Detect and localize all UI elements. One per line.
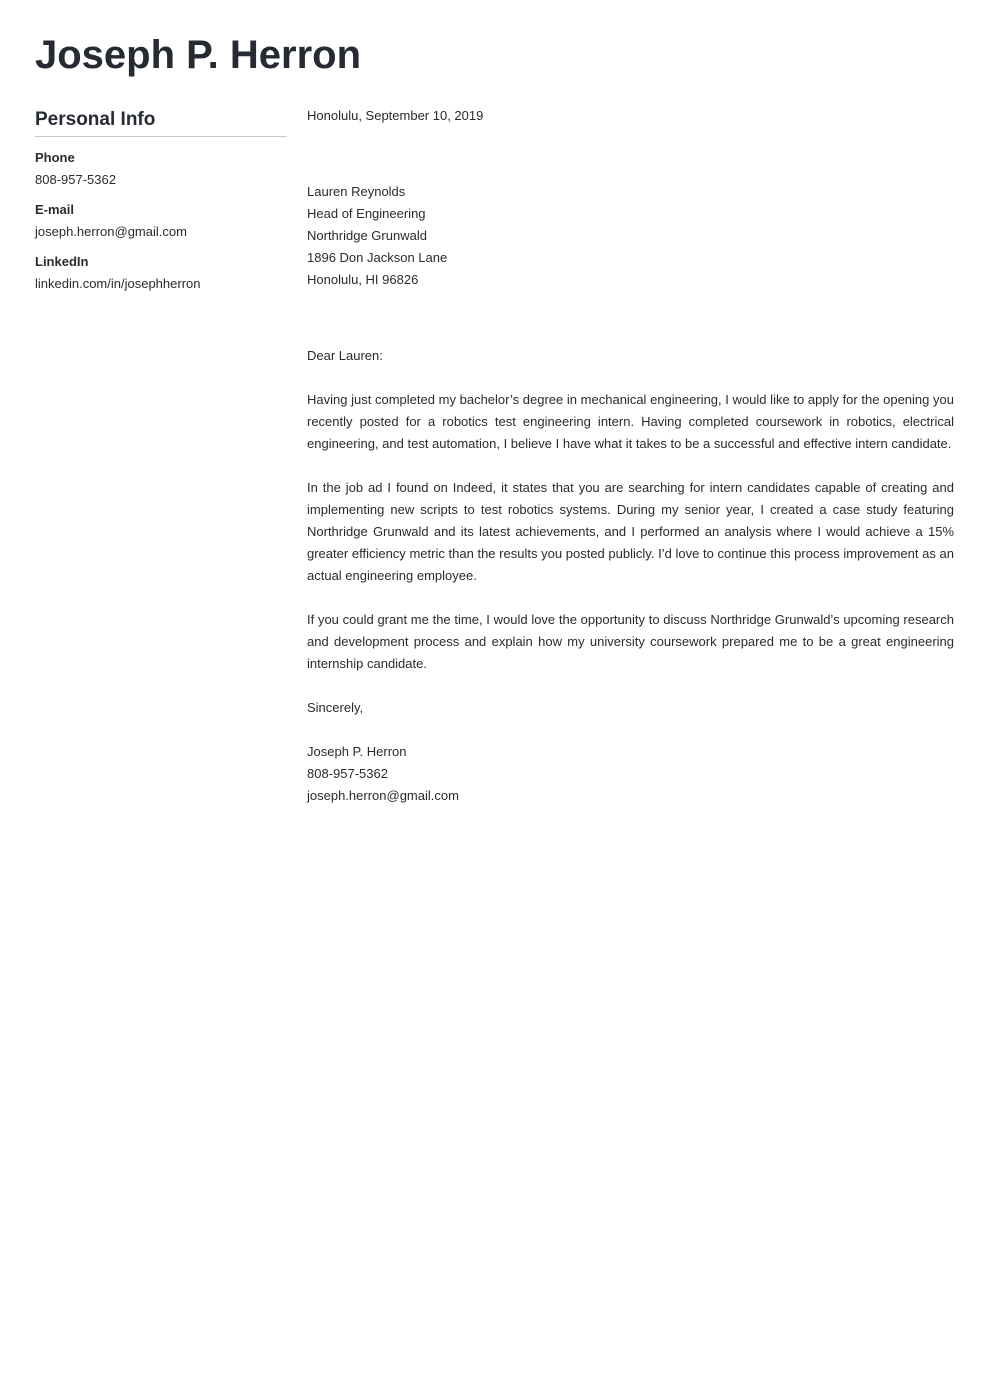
signature-email: joseph.herron@gmail.com bbox=[307, 788, 459, 803]
phone-label: Phone bbox=[35, 150, 75, 165]
email-value: joseph.herron@gmail.com bbox=[35, 224, 187, 239]
recipient-city: Honolulu, HI 96826 bbox=[307, 272, 419, 287]
personal-info-heading: Personal Info bbox=[35, 106, 287, 137]
signature-block bbox=[307, 741, 954, 807]
applicant-name: Joseph P. Herron bbox=[35, 33, 362, 77]
recipient-name: Lauren Reynolds bbox=[307, 184, 406, 199]
letter-closing: Sincerely, bbox=[307, 700, 364, 715]
letter-paragraph: Having just completed my bachelor’s degree in mechanical engineering, I would like to apply for the opening you recently posted for a robotics test engineering intern. Having completed coursework in robotics, electrical engineering, and test automation, I believe I have what it takes to be a successful and effective intern candidate. bbox=[307, 392, 954, 451]
letter-body bbox=[307, 105, 954, 807]
recipient-title: Head of Engineering bbox=[307, 206, 426, 221]
letter-date: Honolulu, September 10, 2019 bbox=[307, 108, 484, 123]
recipient-street: 1896 Don Jackson Lane bbox=[307, 250, 448, 265]
letter-greeting: Dear Lauren: bbox=[307, 348, 383, 363]
letter-paragraph: If you could grant me the time, I would love the opportunity to discuss Northridge Grunwald’s upcoming research and development process and explain how my university coursework prepared me to be a great engineering internship candidate. bbox=[307, 612, 954, 671]
letter-paragraph: In the job ad I found on Indeed, it states that you are searching for intern candidates capable of creating and implementing new scripts to test robotics systems. During my senior year, I created a case study featuring Northridge Grunwald and its latest achievements, and I performed an analysis where I would achieve a 15% greater efficiency metric than the results you posted publicly. I’d love to continue this process improvement as an actual engineering employee. bbox=[307, 480, 954, 583]
personal-info-sidebar bbox=[35, 106, 287, 303]
phone-value: 808-957-5362 bbox=[35, 172, 116, 187]
signature-phone: 808-957-5362 bbox=[307, 766, 388, 781]
recipient-block bbox=[307, 181, 954, 291]
email-label: E-mail bbox=[35, 202, 75, 217]
signature-name: Joseph P. Herron bbox=[307, 744, 407, 759]
linkedin-label: LinkedIn bbox=[35, 254, 89, 269]
recipient-company: Northridge Grunwald bbox=[307, 228, 427, 243]
linkedin-value: linkedin.com/in/josephherron bbox=[35, 276, 201, 291]
